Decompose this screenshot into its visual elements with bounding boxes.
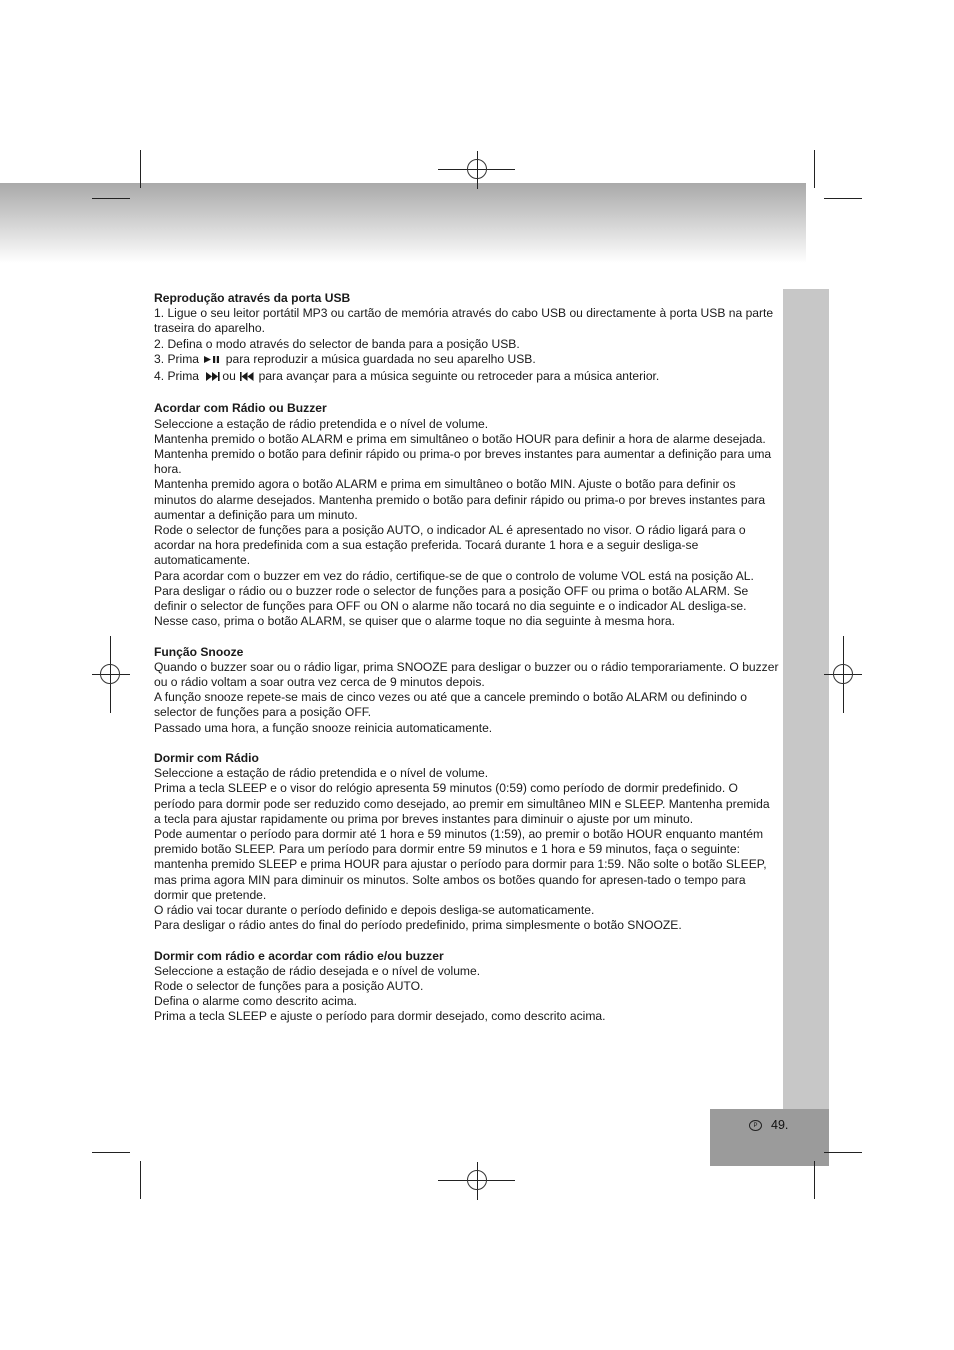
paragraph: Rode o selector de funções para a posição AUTO, o indicador AL é apresentado no visor. O rádio ligará para o acordar na hora predefinida com a sua estação preferida. Tocará durante 1 hora e a seguir desliga-se automaticamente. [154,523,746,568]
page-content [154,291,779,1040]
play-pause-icon [202,353,222,369]
paragraph: A função snooze repete-se mais de cinco vezes ou até que a cancele premindo o botão ALARM ou definindo o selector de funções para a posição OFF. [154,690,747,720]
paragraph: O rádio vai tocar durante o período definido e depois desliga-se automaticamente. [154,903,595,918]
language-badge-icon: P [749,1120,762,1131]
paragraph: Mantenha premido agora o botão ALARM e prima em simultâneo o botão MIN. Ajuste o botão para definir os minutos do alarme desejados. Mantenha premido o botão para definir rápido ou prima-o por breves instantes para aumentar a definição para um minuto. [154,477,766,522]
section-title: Dormir com rádio e acordar com rádio e/ou buzzer [154,948,444,963]
header-band [0,183,806,263]
crop-mark [814,150,815,188]
crop-mark [92,1152,130,1153]
section-snooze [154,645,779,736]
skip-previous-icon [239,370,255,386]
paragraph: Rode o selector de funções para a posição AUTO. [154,979,424,994]
paragraph: Prima a tecla SLEEP e o visor do relógio apresenta 59 minutos (0:59) como período de dormir predefinido. O período para dormir pode ser reduzido como desejado, ao premir em simultâneo MIN e SLEEP. Mantenha premida a tecla para ajustar rapidamente ou prima por breves instantes para diminuir o ajuste por um minuto. [154,781,770,826]
section-title: Função Snooze [154,644,244,659]
crop-mark [814,1161,815,1199]
paragraph: Quando o buzzer soar ou o rádio ligar, prima SNOOZE para desligar o buzzer ou o rádio temporariamente. O buzzer ou o rádio voltam a soar outra vez cerca de 9 minutos depois. [154,659,779,690]
page-number: 49. [771,1118,789,1132]
paragraph: Para desligar o rádio antes do final do período predefinido, prima simplesmente o botão SNOOZE. [154,918,682,933]
paragraph: Para desligar o rádio ou o buzzer rode o selector de funções para a posição OFF ou prima o botão ALARM. Se definir o selector de funções para OFF ou ON o alarme não tocará no dia seguinte e o indicador AL desliga-se. Nesse caso, prima o botão ALARM, se quiser que o alarme toque no dia seguinte à mesma hora. [154,583,749,629]
section-wake-radio-buzzer [154,401,779,629]
section-sleep-radio [154,751,779,933]
page-tab [710,1109,829,1166]
side-bar [783,289,829,1109]
section-title: Acordar com Rádio ou Buzzer [154,401,327,416]
section-title: Reprodução através da porta USB [154,291,351,305]
paragraph: Mantenha premido o botão ALARM e prima em simultâneo o botão HOUR para definir a hora de alarme desejada. Mantenha premido o botão para definir rápido ou prima-o por breves instantes para aumentar a definição para uma hora. [154,431,772,477]
crop-mark [140,150,141,188]
paragraph: Pode aumentar o período para dormir até 1 hora e 59 minutos (1:59), ao premir o botão HOUR enquanto mantém premido botão SLEEP. Para um período para dormir entre 59 minutos e 1 hora e 59 minutos, faça o seguinte: mantenha premido SLEEP e prima HOUR para ajustar o período para dormir para 1:59. Não solte o botão SLEEP, mas prima agora MIN para diminuir os minutos. Solte ambos os botões quando for apresen-tado o tempo para dormir que pretende. [154,827,767,902]
paragraph-skip: 4. Prima ou para avançar para a música seguinte ou retroceder para a música anterior. [154,369,779,386]
section-sleep-and-wake [154,949,779,1025]
paragraph: Seleccione a estação de rádio pretendida e o nível de volume. [154,766,489,781]
paragraph: Defina o alarme como descrito acima. [154,994,357,1009]
paragraph: Para acordar com o buzzer em vez do rádio, certifique-se de que o controlo de volume VOL está na posição AL. [154,568,754,583]
crop-mark [824,1152,862,1153]
crop-mark [92,198,130,199]
section-usb-playback [154,291,779,386]
paragraph: 2. Defina o modo através do selector de banda para a posição USB. [154,336,520,351]
paragraph: Passado uma hora, a função snooze reinicia automaticamente. [154,720,493,735]
paragraph: 1. Ligue o seu leitor portátil MP3 ou cartão de memória através do cabo USB ou directamente à porta USB na parte traseira do aparelho. [154,306,774,336]
section-title: Dormir com Rádio [154,751,259,766]
skip-next-icon [202,370,222,386]
crop-mark [140,1161,141,1199]
paragraph: Seleccione a estação de rádio desejada e o nível de volume. [154,963,481,978]
paragraph: Seleccione a estação de rádio pretendida e o nível de volume. [154,416,489,431]
paragraph: Prima a tecla SLEEP e ajuste o período para dormir desejado, como descrito acima. [154,1009,606,1024]
crop-mark [824,198,862,199]
paragraph-play: 3. Prima para reproduzir a música guardada no seu aparelho USB. [154,352,779,369]
